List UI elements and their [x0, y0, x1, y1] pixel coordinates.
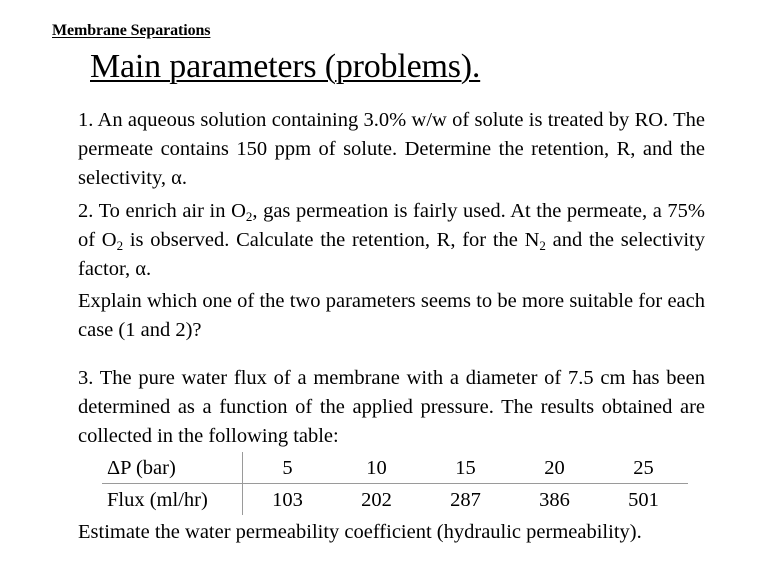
table-row-pressure: [102, 452, 688, 484]
problem-3-text: 3. The pure water flux of a membrane with a diameter of 7.5 cm has been determined as a function of the applied pressure. The results obtained are collected in the following table:: [78, 367, 705, 447]
problem-1-text: 1. An aqueous solution containing 3.0% w/w of solute is treated by RO. The permeate contains 150 ppm of solute. Determine the retention, R, and the selectivity, α.: [78, 109, 705, 189]
table-cell: 25: [599, 452, 688, 484]
table-cell: 20: [510, 452, 599, 484]
table-cell: 386: [539, 488, 570, 511]
subscript-n2: 2: [539, 238, 546, 253]
table-cell: 5: [243, 452, 333, 484]
table-cell: 103: [272, 488, 303, 511]
table-cell: 501: [628, 488, 659, 511]
table-cell: 202: [361, 488, 392, 511]
pressure-flux-table: [102, 452, 688, 515]
subscript-o2-first: 2: [245, 209, 253, 224]
row-header-pressure: ΔP (bar): [102, 452, 243, 484]
problem-2-part-3: is observed. Calculate the retention, R, for the N: [123, 229, 540, 251]
problem-2-part-4: and the selectivity factor, α.: [78, 229, 705, 280]
section-label: Membrane Separations: [52, 22, 211, 39]
table-cell: 15: [421, 452, 510, 484]
table-cell: 10: [332, 452, 421, 484]
final-question-text: Estimate the water permeability coefficient (hydraulic permeability).: [78, 521, 642, 543]
page-title: Main parameters (problems).: [90, 48, 481, 85]
problem-2-part-1: 2. To enrich air in O: [78, 200, 246, 222]
problem-2-part-2: , gas permeation is fairly used. At the permeate, a 75% of O: [78, 200, 705, 251]
table-row-flux: [102, 484, 688, 516]
explain-question-text: Explain which one of the two parameters seems to be more suitable for each case (1 and 2)?: [78, 290, 705, 341]
row-header-flux: Flux (ml/hr): [102, 484, 243, 516]
subscript-o2-second: 2: [116, 238, 124, 253]
table-cell: 287: [450, 488, 481, 511]
problem-2-text: [78, 197, 705, 284]
